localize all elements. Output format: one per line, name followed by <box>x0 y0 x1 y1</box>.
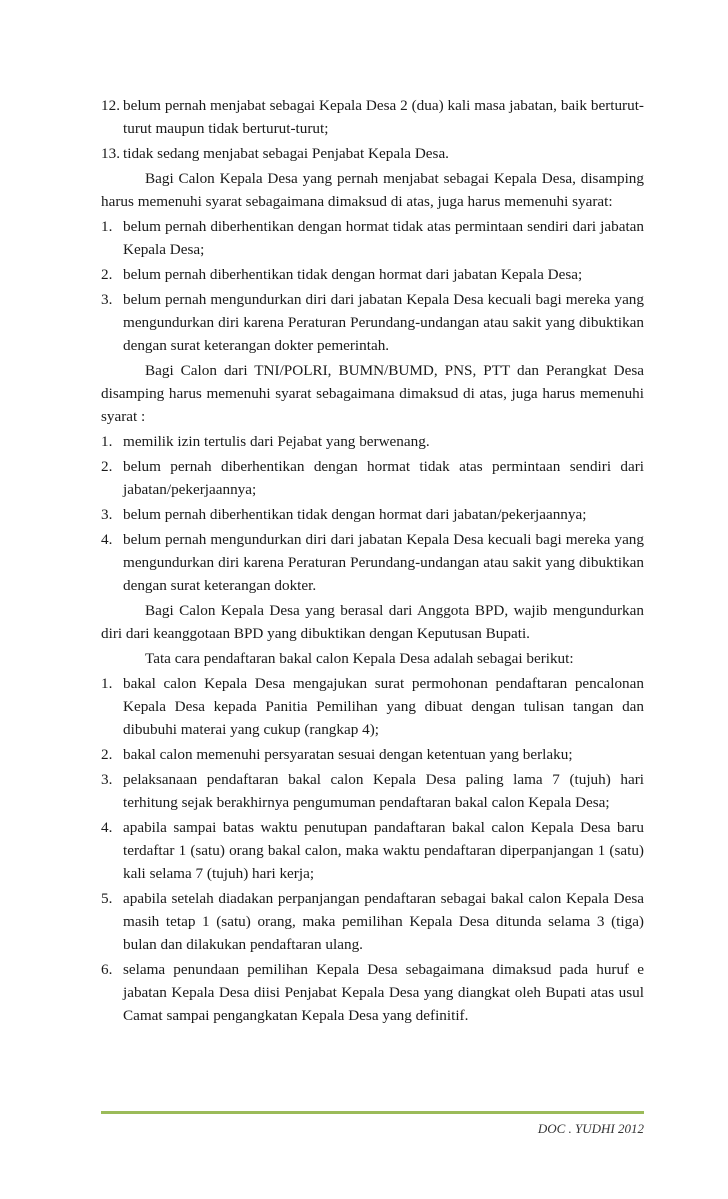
paragraph: Bagi Calon Kepala Desa yang pernah menjabat sebagai Kepala Desa, disamping harus memenuhi syarat sebagaimana dimaksud di atas, juga harus memenuhi syarat: <box>101 170 644 210</box>
list-item-text: belum pernah diberhentikan tidak dengan hormat dari jabatan Kepala Desa; <box>123 266 583 283</box>
list-item <box>101 215 644 261</box>
list-item-text: apabila sampai batas waktu penutupan pandaftaran bakal calon Kepala Desa baru terdaftar 1 (satu) orang bakal calon, maka waktu pendaftaran diperpanjangan 1 (satu) kali selama 7 (tujuh) hari kerja; <box>123 819 644 882</box>
list-item-number: 3. <box>101 291 113 308</box>
list-item-text: belum pernah mengundurkan diri dari jabatan Kepala Desa kecuali bagi mereka yang mengundurkan diri karena Peraturan Perundang-undangan atau sakit yang dibuktikan dengan surat keterangan dokter. <box>123 531 644 594</box>
list-item <box>101 743 644 766</box>
list-item-text: belum pernah mengundurkan diri dari jabatan Kepala Desa kecuali bagi mereka yang mengundurkan diri karena Peraturan Perundang-undangan atau sakit yang dibuktikan dengan surat keterangan dokter pemerintah. <box>123 291 644 354</box>
list-item-text: bakal calon Kepala Desa mengajukan surat permohonan pendaftaran pencalonan Kepala Desa kepada Panitia Pemilihan yang dibuat dengan tulisan tangan dan dibubuhi materai yang cukup (rangkap 4); <box>123 675 644 738</box>
list-item-text: tidak sedang menjabat sebagai Penjabat Kepala Desa. <box>123 145 449 162</box>
list-item-number: 4. <box>101 819 113 836</box>
list-item <box>101 263 644 286</box>
list-item-number: 3. <box>101 506 113 523</box>
list-item-text: pelaksanaan pendaftaran bakal calon Kepala Desa paling lama 7 (tujuh) hari terhitung sejak berakhirnya pengumuman pendaftaran bakal calon Kepala Desa; <box>123 771 644 811</box>
footer-rule <box>101 1111 644 1114</box>
list-item <box>101 768 644 814</box>
list-item <box>101 672 644 741</box>
list-item-number: 5. <box>101 890 113 907</box>
list-item <box>101 455 644 501</box>
list-item-number: 1. <box>101 675 113 692</box>
list-item <box>101 887 644 956</box>
list-item-text: selama penundaan pemilihan Kepala Desa sebagaimana dimaksud pada huruf e jabatan Kepala Desa diisi Penjabat Kepala Desa yang diangkat oleh Bupati atas usul Camat sampai pengangkatan Kepala Desa yang definitif. <box>123 961 644 1024</box>
list-item <box>101 94 644 140</box>
list-item-number: 13. <box>101 145 120 162</box>
list-item <box>101 958 644 1027</box>
list-item <box>101 503 644 526</box>
list-item-number: 6. <box>101 961 113 978</box>
list-item-text: bakal calon memenuhi persyaratan sesuai dengan ketentuan yang berlaku; <box>123 746 573 763</box>
footer-text: DOC . YUDHI 2012 <box>537 1121 644 1136</box>
list-item-text: memilik izin tertulis dari Pejabat yang berwenang. <box>123 433 430 450</box>
list-item <box>101 288 644 357</box>
list-item-number: 1. <box>101 218 113 235</box>
list-item-number: 2. <box>101 458 113 475</box>
list-item-text: apabila setelah diadakan perpanjangan pendaftaran sebagai bakal calon Kepala Desa masih tetap 1 (satu) orang, maka pemilihan Kepala Desa ditunda selama 3 (tiga) bulan dan dilakukan pendaftaran ulang. <box>123 890 644 953</box>
list-item <box>101 430 644 453</box>
list-item-text: belum pernah diberhentikan dengan hormat tidak atas permintaan sendiri dari jabatan Kepala Desa; <box>123 218 644 258</box>
list-item-number: 4. <box>101 531 113 548</box>
list-item-number: 2. <box>101 266 113 283</box>
list-item-text: belum pernah diberhentikan tidak dengan hormat dari jabatan/pekerjaannya; <box>123 506 587 523</box>
list-item-number: 1. <box>101 433 113 450</box>
list-item <box>101 142 644 165</box>
document-body <box>101 94 644 1029</box>
paragraph: Bagi Calon dari TNI/POLRI, BUMN/BUMD, PNS, PTT dan Perangkat Desa disamping harus memenuhi syarat sebagaimana dimaksud di atas, juga harus memenuhi syarat : <box>101 362 644 425</box>
list-item-text: belum pernah diberhentikan dengan hormat tidak atas permintaan sendiri dari jabatan/pekerjaannya; <box>123 458 644 498</box>
list-item <box>101 816 644 885</box>
list-item-number: 12. <box>101 97 120 114</box>
list-item <box>101 528 644 597</box>
list-item-number: 2. <box>101 746 113 763</box>
paragraph: Bagi Calon Kepala Desa yang berasal dari Anggota BPD, wajib mengundurkan diri dari keanggotaan BPD yang dibuktikan dengan Keputusan Bupati. <box>101 602 644 642</box>
list-item-text: belum pernah menjabat sebagai Kepala Desa 2 (dua) kali masa jabatan, baik berturut-turut maupun tidak berturut-turut; <box>123 97 644 137</box>
paragraph: Tata cara pendaftaran bakal calon Kepala Desa adalah sebagai berikut: <box>145 650 574 667</box>
list-item-number: 3. <box>101 771 113 788</box>
